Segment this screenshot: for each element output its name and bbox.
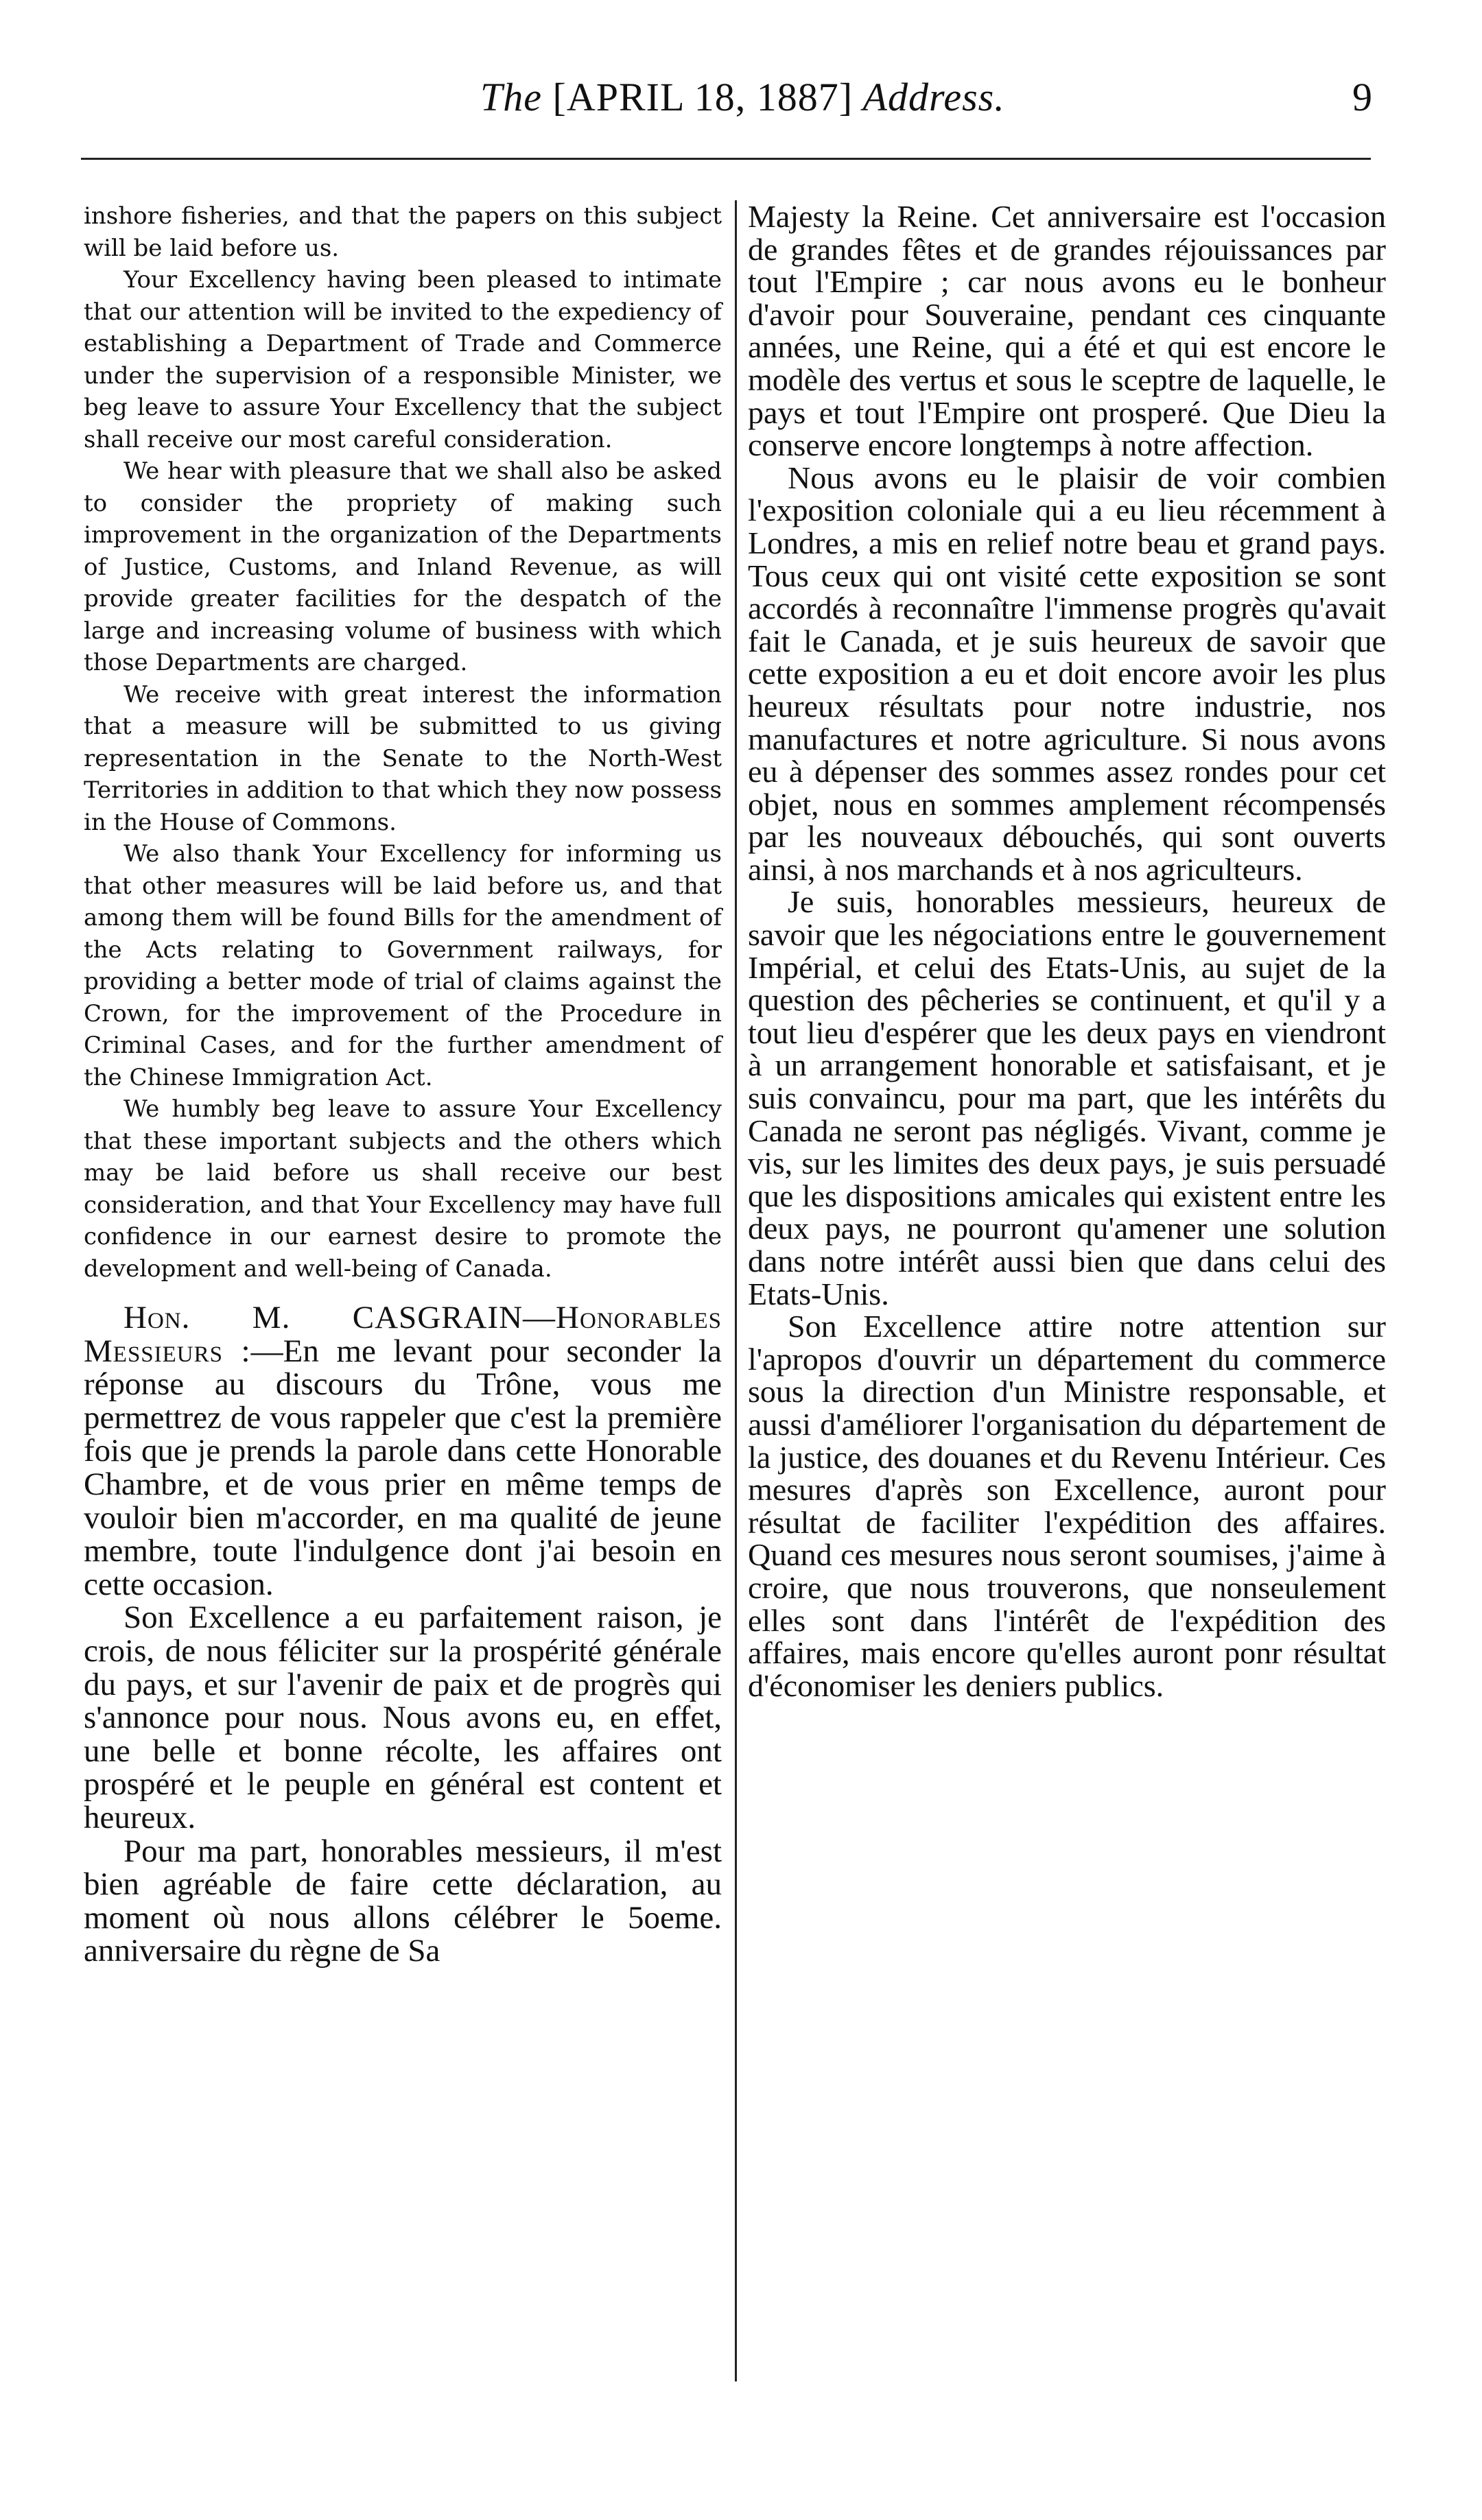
right-paragraph-4: Son Excellence attire notre attention sur l'apropos d'ouvrir un département du commerce sous la direction d'un Ministre responsable, et aussi d'améliorer l'organisation du département de la justice, des douanes et du Revenu Intérieur. Ces mesures d'après son Excellence, auront pour résultat de faciliter l'expédition des affaires. Quand ces mesures nous seront soumises, j'aime à croire, que nous trouverons, que nonseulement elles sont dans l'intérêt de l'expédition des affaires, mais encore qu'elles auront ponr résultat d'économiser les deniers publics.	[748, 1309, 1386, 1703]
right-paragraph-1: Majesty la Reine. Cet anniversaire est l'occasion de grandes fêtes et de grandes réjouissances par tout l'Empire ; car nous avons eu le bonheur d'avoir pour Souveraine, pendant ces cinquante années, une Reine, qui a été et qui est encore le modèle des vertus et sous le sceptre de laquelle, le pays et tout l'Empire ont prosperé. Que Dieu la conserve encore longtemps à notre affection.	[748, 199, 1386, 463]
english-paragraph-3: We hear with pleasure that we shall also be asked to consider the propriety of making such improvement in the organization of the Departments of Justice, Customs, and Inland Revenue, as will provide greater facilities for the despatch of the large and increasing volume of business with which those Departments are charged.	[84, 457, 722, 676]
french-paragraph-1: Son Excellence a eu parfaitement raison, je crois, de nous féliciter sur la prospérité générale du pays, et sur l'avenir de paix et de progrès qui s'annonce pour nous. Nous avons eu, en effet, une belle et bonne récolte, les affaires ont prospéré et le peuple en général est content et heureux.	[84, 1600, 722, 1835]
french-paragraph-2: Pour ma part, honorables messieurs, il m'est bien agréable de faire cette déclaration, au moment où nous allons célébrer le 5oeme. anniversaire du règne de Sa	[84, 1833, 722, 1969]
english-paragraph-4: We receive with great interest the information that a measure will be submitted to us giving representation in the Senate to the North-West Territories in addition to that which they now possess in the House of Commons.	[84, 680, 722, 836]
english-paragraph-2: Your Excellency having been pleased to intimate that our attention will be invited to the expediency of establishing a Department of Trade and Commerce under the supervision of a responsible Minister, we beg leave to assure Your Excellency that the subject shall receive our most careful consideration.	[84, 266, 722, 453]
left-column	[84, 200, 722, 1968]
running-title-date: [APRIL 18, 1887]	[552, 75, 854, 119]
speech-opening-paragraph	[84, 1301, 722, 1601]
running-title-pre: The	[480, 75, 542, 119]
right-paragraph-2: Nous avons eu le plaisir de voir combien l'exposition coloniale qui a eu lieu récemment à Londres, a mis en relief notre beau et grand pays. Tous ceux qui ont visité cette exposition se sont accordés à reconnaître l'immense progrès qu'avait fait le Canada, et je suis heureux de savoir que cette exposition a eu et doit encore avoir les plus heureux résultats pour notre industrie, nos manufactures et notre agriculture. Si nous avons eu à dépenser des sommes assez rondes pour cet objet, nous en sommes amplement récompensés par les nouveaux débouchés, qui sont ouverts ainsi, à nos marchands et à nos agriculteurs.	[748, 460, 1386, 887]
speech-address: —Honorables Messieurs :	[84, 1300, 722, 1369]
running-title	[480, 74, 1005, 120]
running-title-post: Address.	[862, 75, 1005, 119]
speaker-name: Hon. M. CASGRAIN	[124, 1300, 524, 1335]
english-address-text	[84, 200, 722, 1285]
french-speech-continued	[748, 200, 1386, 1702]
right-column	[748, 200, 1386, 1702]
page-header	[0, 74, 1482, 122]
english-paragraph-5: We also thank Your Excellency for informing us that other measures will be laid before us, and that among them will be found Bills for the amendment of the Acts relating to Government railways, for providing a better mode of trial of claims against the Crown, for the improvement of the Procedure in Criminal Cases, and for the further amendment of the Chinese Immigration Act.	[84, 840, 722, 1091]
column-divider	[735, 200, 737, 2381]
speech-opening-text: —En me levant pour seconder la réponse au discours du Trône, vous me permettrez de vous rappeler que c'est la première fois que je prends la parole dans cette Honorable Chambre, et de vous prier en même temps de vouloir bien m'accorder, en ma qualité de jeune membre, toute l'indulgence dont j'ai besoin en cette occasion.	[84, 1333, 722, 1602]
french-speech-text	[84, 1301, 722, 1968]
page-number: 9	[1352, 75, 1372, 119]
right-paragraph-3: Je suis, honorables messieurs, heureux de savoir que les négociations entre le gouvernement Impérial, et celui des Etats-Unis, au sujet de la question des pêcheries se continuent, et qu'il y a tout lieu d'espérer que les deux pays en viendront à un arrangement honorable et satisfaisant, et je suis convaincu, pour ma part, que les intérêts du Canada ne seront pas négligés. Vivant, comme je vis, sur les limites des deux pays, je suis persuadé que les dispositions amicales qui existent entre les deux pays, ne pourront qu'amener une solution dans notre intérêt aussi bien que dans celui des Etats-Unis.	[748, 884, 1386, 1311]
section-gap	[84, 1285, 722, 1301]
english-paragraph-6: We humbly beg leave to assure Your Excellency that these important subjects and the others which may be laid before us shall receive our best consideration, and that Your Excellency may have full confidence in our earnest desire to promote the development and well-being of Canada.	[84, 1095, 722, 1283]
header-rule	[81, 158, 1371, 160]
english-paragraph-1: inshore fisheries, and that the papers on this subject will be laid before us.	[84, 202, 722, 262]
